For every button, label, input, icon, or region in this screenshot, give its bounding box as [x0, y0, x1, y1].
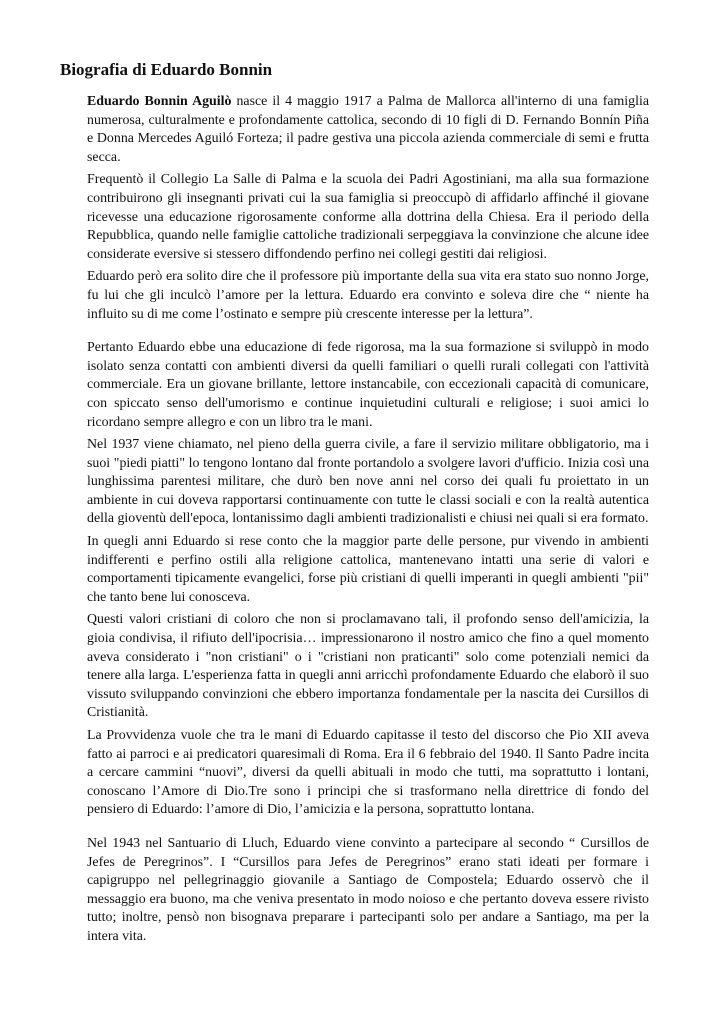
biography-body: [87, 93, 649, 951]
paragraph-8: La Provvidenza vuole che tra le mani di Eduardo capitasse il testo del discorso che Pio XII aveva fatto ai parroci e ai predicatori quaresimali di Roma. Era il 6 febbraio del 1940. Il Santo Padre incita a cercare cammini “nuovi”, diversi da quelli abituali in modo che tutti, ma soprattutto i lontani, conoscano l’Amore di Dio.Tre sono i principi che si trasformano nella direttrice di fondo del pensiero di Eduardo: l’amore di Dio, l’amicizia e la persona, soprattutto lontana.: [87, 728, 649, 818]
paragraph-1-text: nasce il 4 maggio 1917 a Palma de Mallorca all'interno di una famiglia numerosa, culturalmente e profondamente cattolica, secondo di 10 figli di D. Fernando Bonnín Piña e Donna Mercedes Aguiló Forteza; il padre gestiva una piccola azienda commerciale di semi e frutta secca.: [87, 94, 649, 165]
page-title: Biografia di Eduardo Bonnin: [60, 60, 273, 79]
paragraph-1: [87, 93, 649, 167]
paragraph-7: Questi valori cristiani di coloro che non si proclamavano tali, il profondo senso dell'amicizia, la gioia condivisa, il rifiuto dell'ipocrisia… impressionarono il nostro amico che fino a quel momento aveva considerato i "non cristiani" o i "cristiani non praticanti" solo come potenziali nemici da tenere alla larga. L'esperienza fatta in quegli anni arricchì profondamente Eduardo che elaborò il suo vissuto sviluppando convinzioni che ebbero importanza fondamentale per la nascita dei Cursillos di Cristianità.: [87, 612, 649, 721]
subject-name: Eduardo Bonnin Aguilò: [87, 94, 232, 109]
paragraph-2: Frequentò il Collegio La Salle di Palma e la scuola dei Padri Agostiniani, ma alla sua formazione contribuirono gli insegnanti privati cui la sua famiglia si preoccupò di affidarlo affinché il giovane ricevesse una educazione rigorosamente conforme alla dottrina della Chiesa. Era il periodo della Repubblica, quando nelle famiglie cattoliche tradizionali serpeggiava la convinzione che alcune idee considerate eversive si stessero diffondendo perfino nei collegi gestiti dai religiosi.: [87, 172, 649, 262]
paragraph-6: In quegli anni Eduardo si rese conto che la maggior parte delle persone, pur vivendo in ambienti indifferenti e perfino ostili alla religione cattolica, mantenevano intatti una serie di valori e comportamenti tipicamente evangelici, forse più cristiani di quelli imperanti in quegli ambienti "pii" che tanto bene lui conosceva.: [87, 534, 649, 605]
paragraph-3: Eduardo però era solito dire che il professore più importante della sua vita era stato suo nonno Jorge, fu lui che gli inculcò l’amore per la lettura. Eduardo era convinto e soleva dire che “ niente ha influito su di me come l’ostinato e sempre più crescente interesse per la lettura”.: [87, 269, 649, 322]
paragraph-9: Nel 1943 nel Santuario di Lluch, Eduardo viene convinto a partecipare al secondo “ Cursillos de Jefes de Peregrinos”. I “Cursillos para Jefes de Peregrinos” erano stati ideati per formare i capigruppo nel pellegrinaggio giovanile a Santiago de Compostela; Eduardo osservò che il messaggio era buono, ma che veniva presentato in modo noioso e che pertanto doveva essere rivisto tutto; inoltre, pensò non bisognava preparare i partecipanti solo per andare a Santiago, ma per la intera vita.: [87, 835, 649, 944]
paragraph-4: Pertanto Eduardo ebbe una educazione di fede rigorosa, ma la sua formazione si sviluppò in modo isolato senza contatti con ambienti diversi da quelli familiari o quelli rurali collegati con l'attività commerciale. Era un giovane brillante, lettore instancabile, con eccezionali capacità di comunicare, con spiccato senso dell'umorismo e continue inquietudini culturali e religiose; i suoi amici lo ricordano sempre allegro e con un libro tra le mani.: [87, 340, 649, 430]
paragraph-5: Nel 1937 viene chiamato, nel pieno della guerra civile, a fare il servizio militare obbligatorio, ma i suoi "piedi piatti" lo tengono lontano dal fronte portandolo a svolgere lavori d'ufficio. Inizia così una lunghissima parentesi militare, che durò ben nove anni nel corso dei quali fu proiettato in un ambiente in cui doveva rapportarsi continuamente con tutte le classi sociali e con la realtà autentica della gioventù dell'epoca, lontanissimo dagli ambienti tradizionalisti e chiusi nei quali si era formato.: [87, 437, 649, 527]
